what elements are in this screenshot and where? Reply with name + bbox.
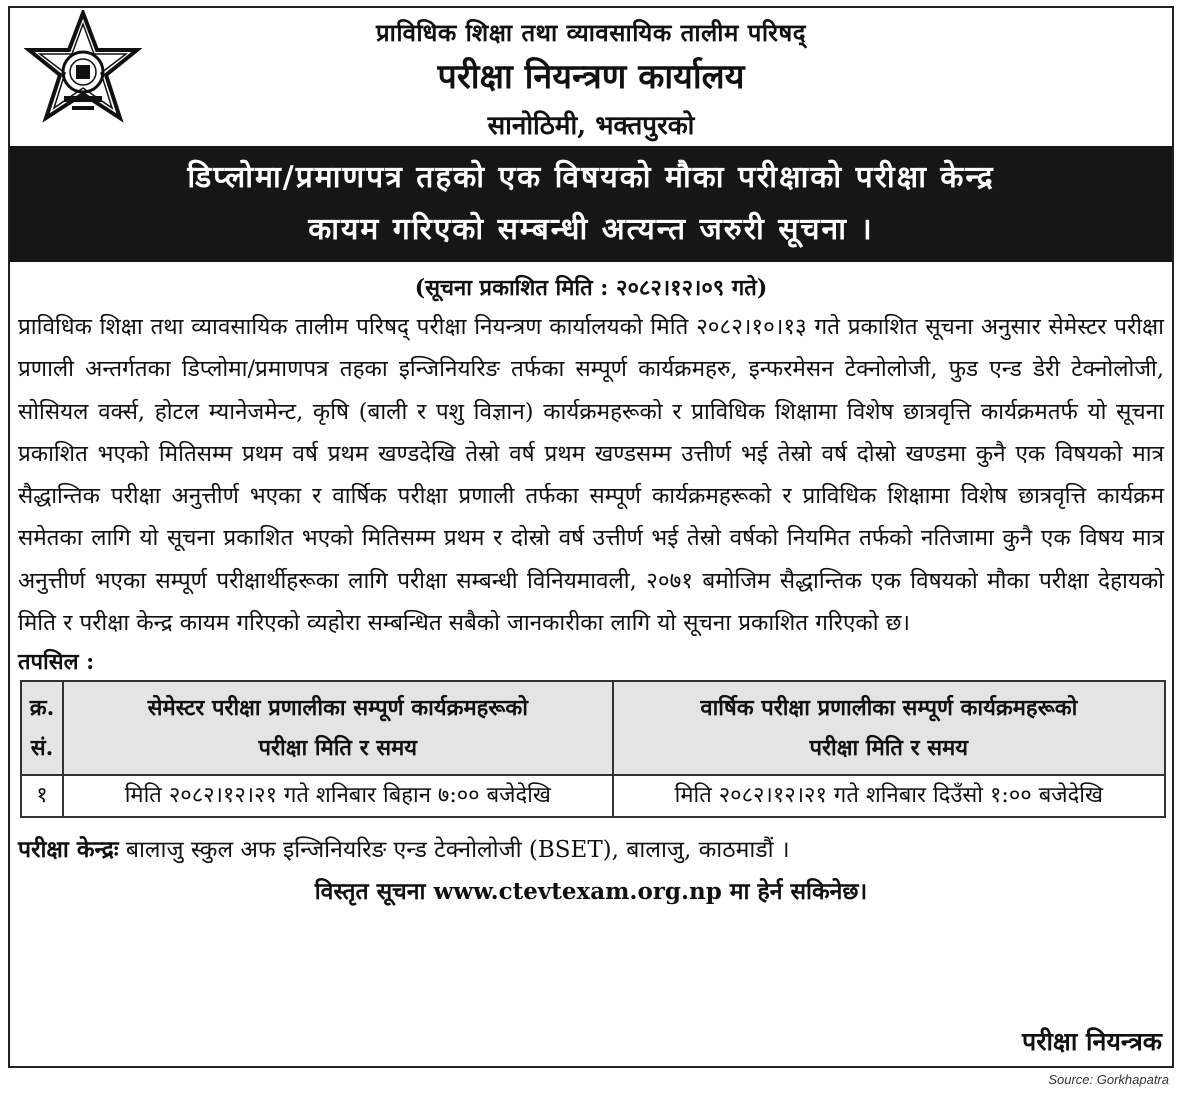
row-annual-time: मिति २०८२।१२।२१ गते शनिबार दिउँसो १:०० बजेदेखि bbox=[613, 775, 1165, 817]
schedule-table bbox=[20, 680, 1166, 818]
exam-center bbox=[10, 832, 1172, 870]
office-name: परीक्षा नियन्त्रण कार्यालय bbox=[437, 57, 745, 97]
row-semester-time: मिति २०८२।१२।२१ गते शनिबार बिहान ७:०० बजेदेखि bbox=[63, 775, 613, 817]
header-annual: वार्षिक परीक्षा प्रणालीका सम्पूर्ण कार्यक्रमहरूको परीक्षा मिति र समय bbox=[613, 681, 1165, 775]
header-serial: क्र. सं. bbox=[21, 681, 63, 775]
website-notice: विस्तृत सूचना www.ctevtexam.org.np मा हेर्न सकिनेछ। bbox=[314, 878, 868, 906]
publication-date: (सूचना प्रकाशित मिति : २०८२।१२।०९ गते) bbox=[414, 275, 768, 301]
table-row bbox=[21, 775, 1165, 817]
table-header-row bbox=[21, 681, 1165, 775]
notice-header bbox=[10, 8, 1172, 146]
notice-title-line1: डिप्लोमा/प्रमाणपत्र तहको एक विषयको मौका परीक्षाको परीक्षा केन्द्र bbox=[187, 160, 995, 195]
notice-title-line2: कायम गरिएको सम्बन्धी अत्यन्त जरुरी सूचना । bbox=[308, 212, 874, 247]
exam-center-value: बालाजु स्कुल अफ इन्जिनियरिङ एन्ड टेक्नोलोजी (BSET), बालाजु, काठमाडौं । bbox=[125, 837, 790, 864]
header-semester: सेमेस्टर परीक्षा प्रणालीका सम्पूर्ण कार्यक्रमहरूको परीक्षा मिति र समय bbox=[63, 681, 613, 775]
notice-frame bbox=[8, 6, 1174, 1068]
notice-title-banner bbox=[10, 146, 1172, 262]
office-location: सानोठिमी, भक्तपुरको bbox=[487, 111, 695, 141]
org-name: प्राविधिक शिक्षा तथा व्यावसायिक तालीम परिषद् bbox=[375, 18, 807, 47]
source-credit: Source: Gorkhapatra bbox=[1048, 1072, 1169, 1087]
exam-center-label: परीक्षा केन्द्रः bbox=[18, 836, 119, 864]
schedule-label: तपसिल : bbox=[18, 649, 95, 676]
signatory: परीक्षा नियन्त्रक bbox=[1022, 1027, 1162, 1056]
row-serial: १ bbox=[21, 775, 63, 817]
notice-body: प्राविधिक शिक्षा तथा व्यावसायिक तालीम परिषद् परीक्षा नियन्त्रण कार्यालयको मिति २०८२।१०।१३ गते प्रकाशित सूचना अनुसार सेमेस्टर परीक्षा प्रणाली अन्तर्गतका डिप्लोमा/प्रमाणपत्र तहका इन्जिनियरिङ तर्फका सम्पूर्ण कार्यक्रमहरु, इन्फरमेसन टेक्नोलोजी, फुड एन्ड डेरी टेक्नोलोजी, सोसियल वर्क्स, होटल म्यानेजमेन्ट, कृषि (बाली र पशु विज्ञान) कार्यक्रमहरूको र प्राविधिक शिक्षामा विशेष छात्रवृत्ति कार्यक्रमतर्फ यो सूचना प्रकाशित भएको मितिसम्म प्रथम वर्ष प्रथम खण्डदेखि तेस्रो वर्ष प्रथम खण्डसम्म उत्तीर्ण भई तेस्रो वर्ष दोस्रो खण्डमा कुनै एक विषयको मात्र सैद्धान्तिक परीक्षा अनुत्तीर्ण भएका र वार्षिक परीक्षा प्रणाली तर्फका सम्पूर्ण कार्यक्रमहरूको र प्राविधिक शिक्षामा विशेष छात्रवृत्ति कार्यक्रम समेतका लागि यो सूचना प्रकाशित भएको मितिसम्म प्रथम र दोस्रो वर्ष उत्तीर्ण भई तेस्रो वर्षको नियमित तर्फको नतिजामा कुनै एक विषय मात्र अनुत्तीर्ण भएका सम्पूर्ण परीक्षार्थीहरूका लागि परीक्षा सम्बन्धी विनियमावली, २०७१ बमोजिम सैद्धान्तिक एक विषयको मौका परीक्षा देहायको मिति र परीक्षा केन्द्र कायम गरिएको व्यहोरा सम्बन्धित सबैको जानकारीका लागि यो सूचना प्रकाशित गरिएको छ। bbox=[18, 314, 1164, 637]
